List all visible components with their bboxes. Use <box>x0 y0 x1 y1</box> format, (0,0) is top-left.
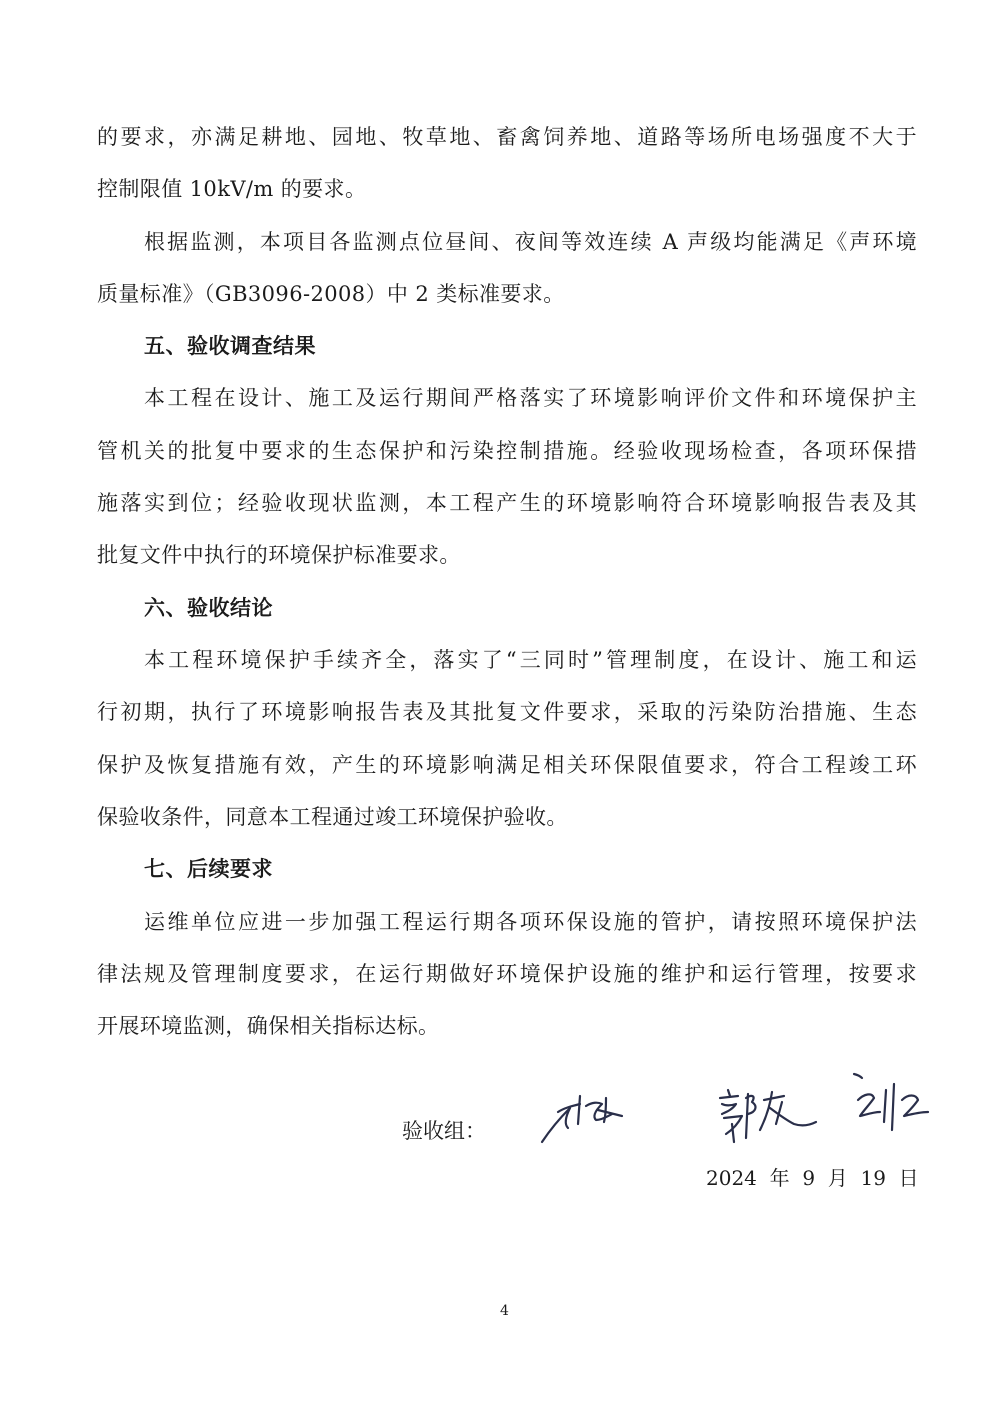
paragraph-line: 控制限值 10kV/m 的要求。 <box>97 177 367 201</box>
handwritten-signature-2 <box>712 1084 820 1148</box>
section-heading: 六、验收结论 <box>144 596 273 620</box>
paragraph-line: 开展环境监测，确保相关指标达标。 <box>97 1014 440 1038</box>
section-heading: 五、验收调查结果 <box>144 334 316 358</box>
paragraph-line: 根据监测，本项目各监测点位昼间、夜间等效连续 A 声级均能满足《声环境 <box>144 230 917 254</box>
paragraph-line: 运维单位应进一步加强工程运行期各项环保设施的管护，请按照环境保护法 <box>144 910 917 934</box>
page-number: 4 <box>500 1303 509 1319</box>
acceptance-group-label: 验收组： <box>402 1119 486 1143</box>
signing-date: 2024 年 9 月 19 日 <box>706 1166 919 1190</box>
paragraph-line: 质量标准》（GB3096-2008）中 2 类标准要求。 <box>97 282 565 306</box>
paragraph-line: 律法规及管理制度要求，在运行期做好环境保护设施的维护和运行管理，按要求 <box>97 962 917 986</box>
paragraph-line: 行初期，执行了环境影响报告表及其批复文件要求，采取的污染防治措施、生态 <box>97 700 917 724</box>
section-heading: 七、后续要求 <box>144 857 273 881</box>
paragraph-line: 管机关的批复中要求的生态保护和污染控制措施。经验收现场检查，各项环保措 <box>97 439 917 463</box>
paragraph-line: 本工程环境保护手续齐全，落实了“三同时”管理制度，在设计、施工和运 <box>144 648 917 672</box>
paragraph-line: 保验收条件，同意本工程通过竣工环境保护验收。 <box>97 805 568 829</box>
paragraph-line: 保护及恢复措施有效，产生的环境影响满足相关环保限值要求，符合工程竣工环 <box>97 753 917 777</box>
paragraph-line: 的要求，亦满足耕地、园地、牧草地、畜禽饲养地、道路等场所电场强度不大于 <box>97 125 917 149</box>
handwritten-signature-1 <box>536 1090 628 1150</box>
paragraph-line: 批复文件中执行的环境保护标准要求。 <box>97 543 461 567</box>
paragraph-line: 本工程在设计、施工及运行期间严格落实了环境影响评价文件和环境保护主 <box>144 386 917 410</box>
handwritten-signature-3 <box>850 1070 944 1134</box>
paragraph-line: 施落实到位；经验收现状监测，本工程产生的环境影响符合环境影响报告表及其 <box>97 491 917 515</box>
